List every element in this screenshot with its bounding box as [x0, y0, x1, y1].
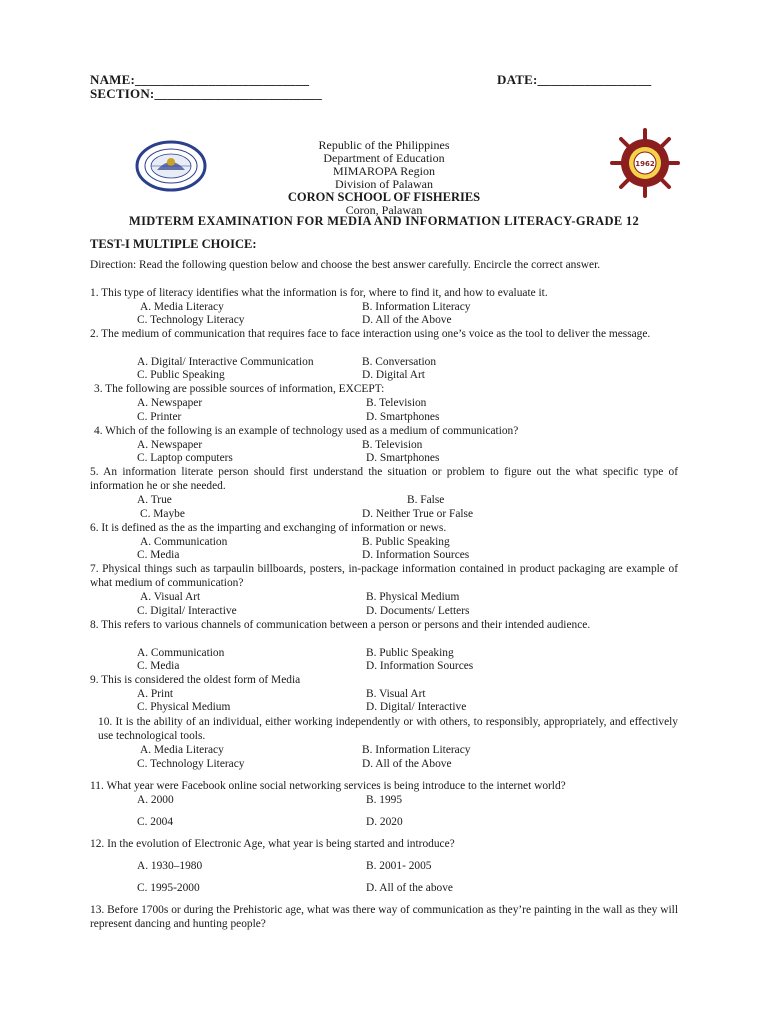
question-10: 10. It is the ability of an individual, either working independently or with others, to responsibly, appropriately, and effectively use technological tools.: [98, 716, 678, 742]
q6-option-d: D. Information Sources: [362, 549, 470, 561]
question-2: 2. The medium of communication that requires face to face interaction using one’s voice as the tool to deliver the message.: [90, 328, 651, 340]
q1-option-c: C. Technology Literacy: [137, 314, 245, 326]
q4-option-a: A. Newspaper: [137, 439, 203, 451]
q7-option-d: D. Documents/ Letters: [366, 605, 470, 617]
q1-option-d: D. All of the Above: [362, 314, 452, 326]
q10-option-a: A. Media Literacy: [140, 744, 224, 756]
question-6: 6. It is defined as the as the imparting and exchanging of information or news.: [90, 522, 447, 534]
q10-option-b: B. Information Literacy: [362, 744, 471, 756]
q7-option-a: A. Visual Art: [140, 591, 201, 603]
q2-option-a: A. Digital/ Interactive Communication: [137, 356, 314, 368]
division-line: Division of Palawan: [335, 177, 433, 191]
q6-option-b: B. Public Speaking: [362, 536, 450, 548]
q10-option-c: C. Technology Literacy: [137, 758, 245, 770]
q4-option-c: C. Laptop computers: [137, 452, 233, 464]
question-1: 1. This type of literacy identifies what the information is for, where to find it, and how to evaluate it.: [90, 287, 548, 299]
q5-option-c: C. Maybe: [140, 508, 185, 520]
region-line: MIMAROPA Region: [333, 164, 435, 178]
question-5: 5. An information literate person should first understand the situation or problem to figure out the what specific type of information he or she needed.: [90, 466, 678, 492]
q3-option-d: D. Smartphones: [366, 411, 440, 423]
question-8: 8. This refers to various channels of communication between a person or persons and their intended audience.: [90, 619, 591, 631]
q4-option-b: B. Television: [362, 439, 423, 451]
name-field: NAME:__________________________: [90, 72, 310, 87]
q3-option-a: A. Newspaper: [137, 397, 203, 409]
exam-title: MIDTERM EXAMINATION FOR MEDIA AND INFORMATION LITERACY-GRADE 12: [128, 214, 639, 228]
question-7: 7. Physical things such as tarpaulin billboards, posters, in-package information contained in product packaging are example of what medium of communication?: [90, 563, 678, 589]
q9-option-c: C. Physical Medium: [137, 701, 231, 713]
q6-option-c: C. Media: [137, 549, 180, 561]
q8-option-b: B. Public Speaking: [366, 647, 454, 659]
section-field: SECTION:_________________________: [90, 86, 322, 101]
logo-year: 1962: [635, 160, 655, 168]
question-11: 11. What year were Facebook online social networking services is being introduce to the internet world?: [90, 780, 566, 792]
q12-option-a: A. 1930–1980: [137, 860, 203, 872]
q10-option-d: D. All of the Above: [362, 758, 452, 770]
q8-option-d: D. Information Sources: [366, 660, 474, 672]
q7-option-b: B. Physical Medium: [366, 591, 460, 603]
q11-option-c: C. 2004: [137, 816, 174, 828]
q3-option-c: C. Printer: [137, 411, 182, 423]
direction-text: Direction: Read the following question below and choose the best answer carefully. Encircle the correct answer.: [90, 259, 601, 271]
q12-option-c: C. 1995-2000: [137, 882, 200, 894]
q5-option-d: D. Neither True or False: [362, 508, 474, 520]
q11-option-a: A. 2000: [137, 794, 174, 806]
school-location: Coron, Palawan: [345, 203, 423, 217]
school-name: CORON SCHOOL OF FISHERIES: [287, 190, 481, 204]
q11-option-d: D. 2020: [366, 816, 403, 828]
q9-option-b: B. Visual Art: [366, 688, 426, 700]
question-13: 13. Before 1700s or during the Prehistoric age, what was there way of communication as they’re painting in the wall as they will represent dancing and hunting people?: [90, 904, 678, 930]
q8-option-a: A. Communication: [137, 647, 225, 659]
q8-option-c: C. Media: [137, 660, 180, 672]
q1-option-b: B. Information Literacy: [362, 301, 471, 313]
q2-option-b: B. Conversation: [362, 356, 437, 368]
q2-option-d: D. Digital Art: [362, 369, 425, 381]
q3-option-b: B. Television: [366, 397, 427, 409]
deped-line: Department of Education: [323, 151, 445, 165]
q1-option-a: A. Media Literacy: [140, 301, 224, 313]
q11-option-b: B. 1995: [366, 794, 403, 806]
q7-option-c: C. Digital/ Interactive: [137, 605, 237, 617]
date-field: DATE:_________________: [497, 72, 652, 87]
q2-option-c: C. Public Speaking: [137, 369, 225, 381]
q5-option-a: A. True: [137, 494, 172, 506]
q4-option-d: D. Smartphones: [366, 452, 440, 464]
q5-option-b: B. False: [407, 494, 445, 506]
question-9: 9. This is considered the oldest form of Media: [90, 674, 301, 686]
republic-line: Republic of the Philippines: [318, 138, 450, 152]
q12-option-b: B. 2001- 2005: [366, 860, 432, 872]
q6-option-a: A. Communication: [140, 536, 228, 548]
q9-option-d: D. Digital/ Interactive: [366, 701, 467, 713]
question-4: 4. Which of the following is an example of technology used as a medium of communication?: [94, 425, 519, 437]
question-12: 12. In the evolution of Electronic Age, what year is being started and introduce?: [90, 838, 455, 850]
question-3: 3. The following are possible sources of information, EXCEPT:: [94, 383, 385, 395]
q9-option-a: A. Print: [137, 688, 174, 700]
q12-option-d: D. All of the above: [366, 882, 453, 894]
test-title: TEST-I MULTIPLE CHOICE:: [90, 237, 257, 251]
